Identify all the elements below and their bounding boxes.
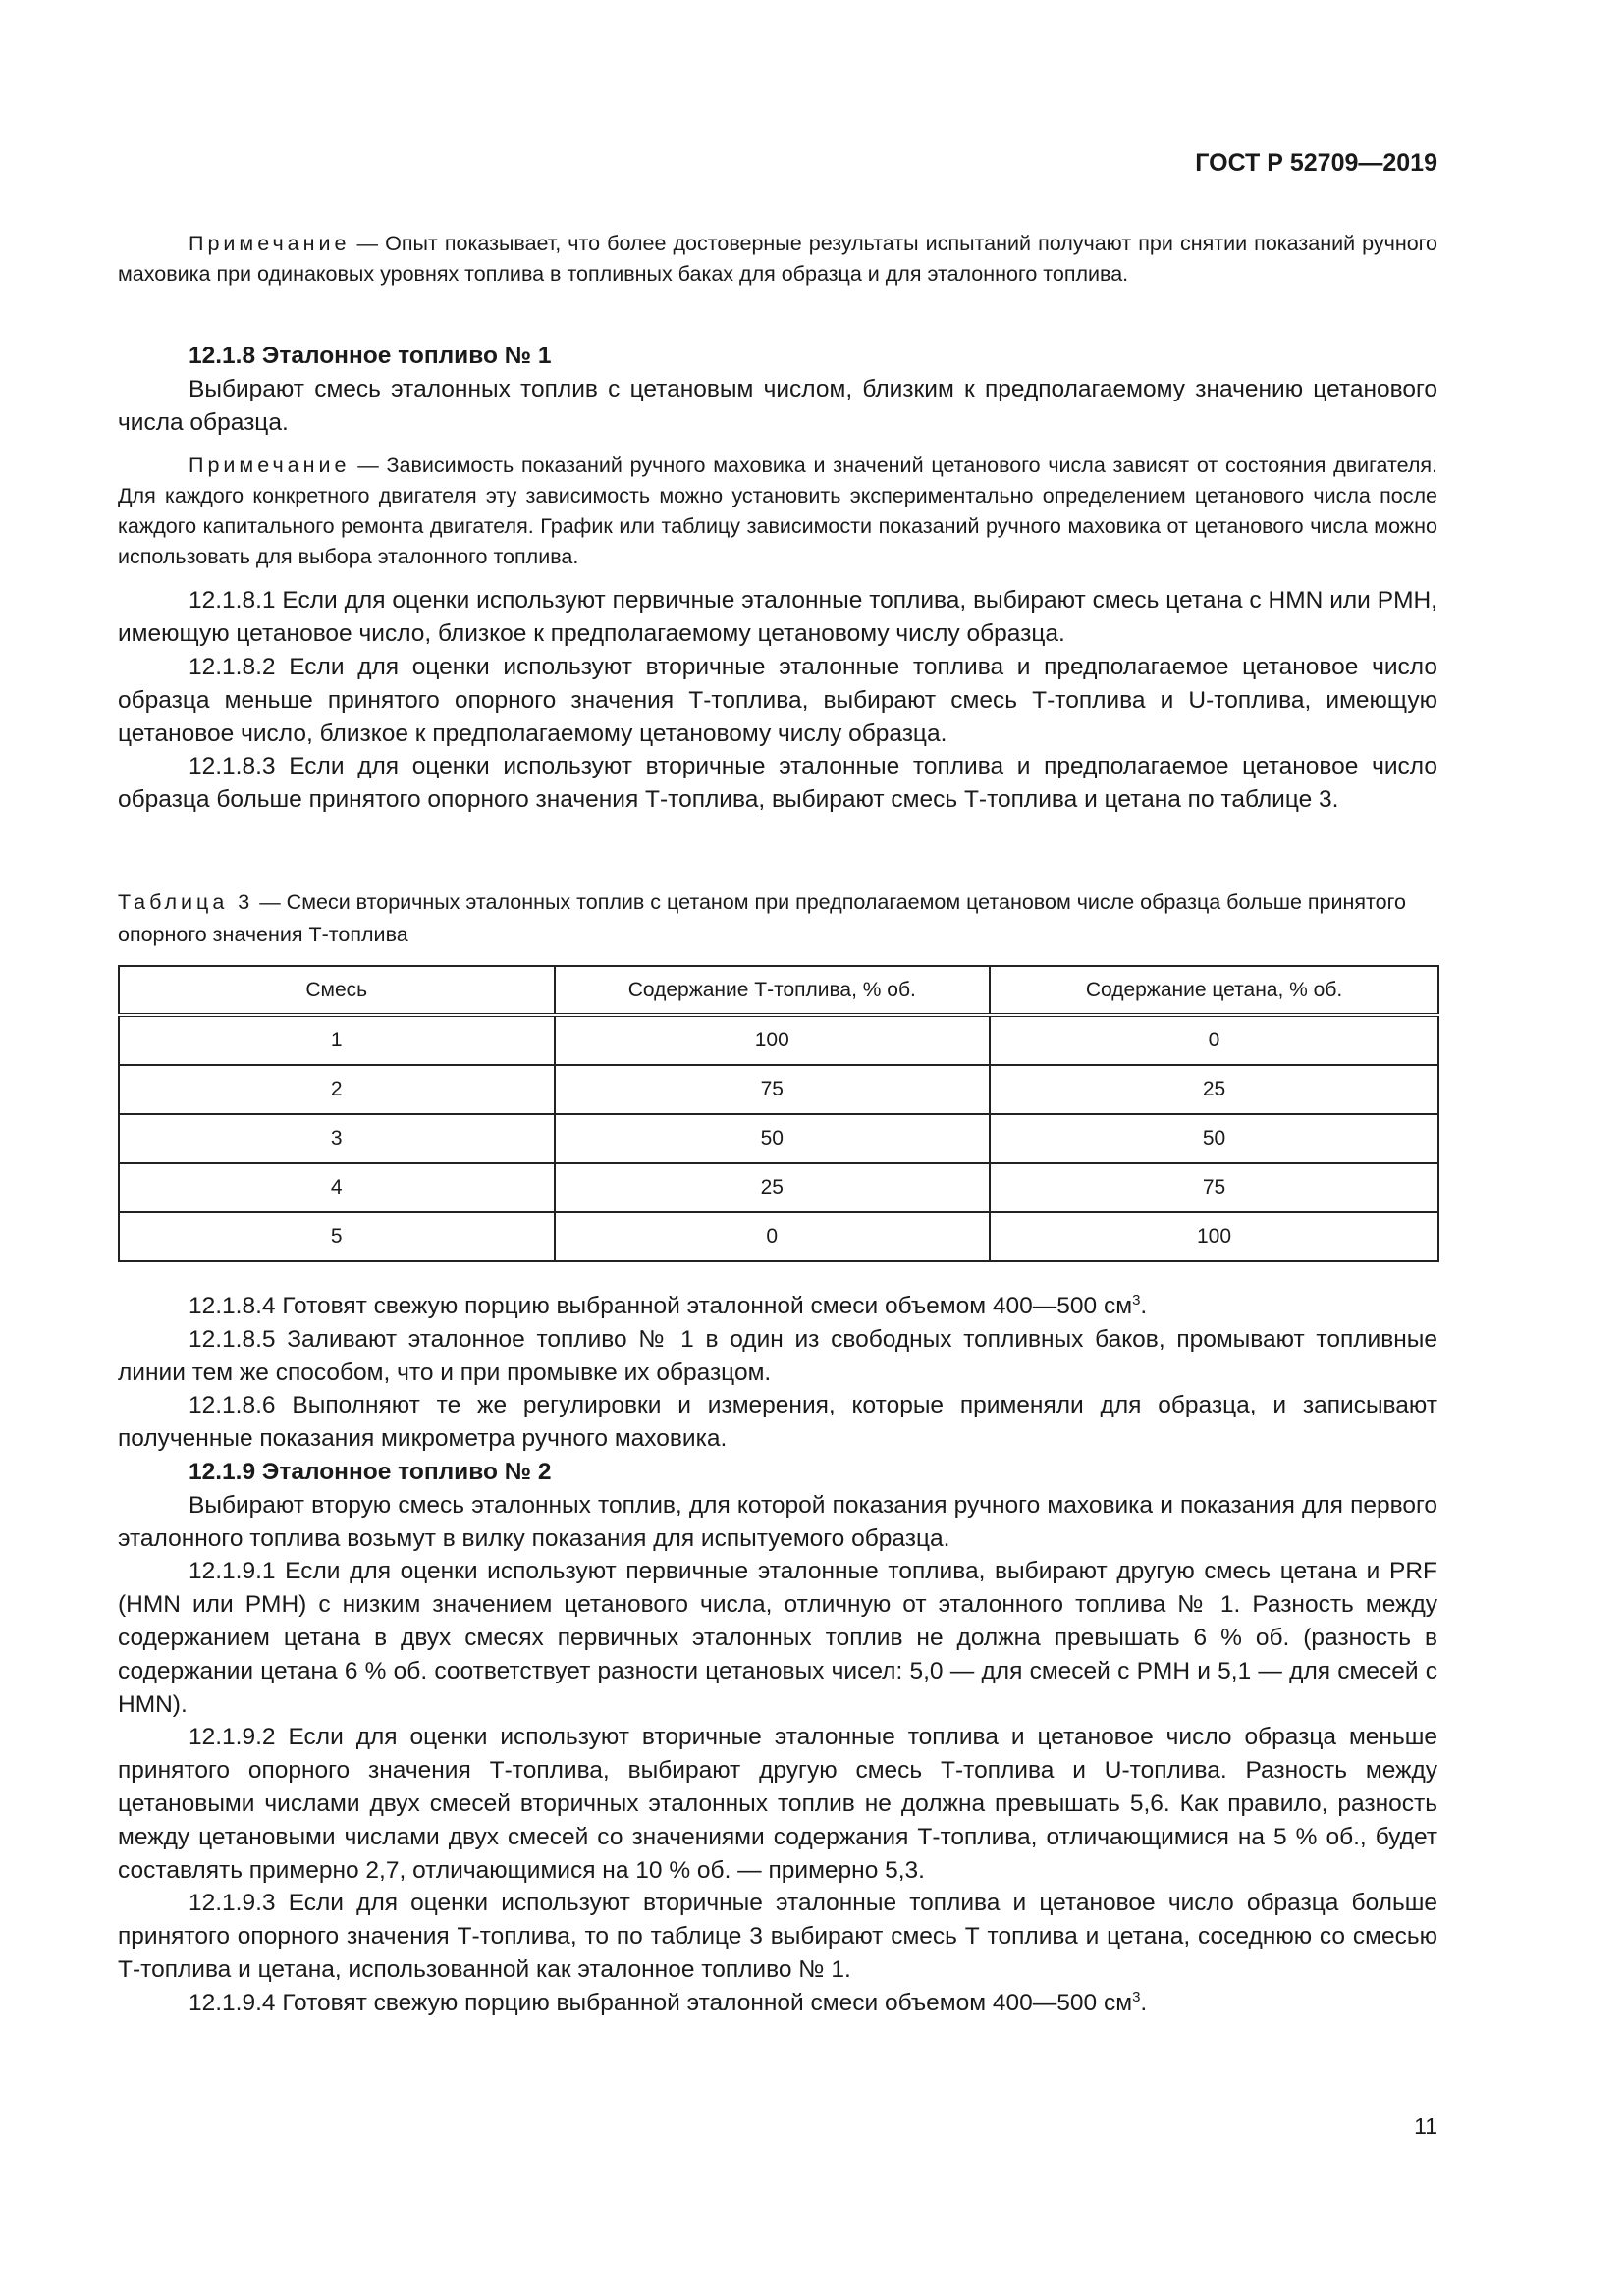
cell: 0: [555, 1212, 991, 1261]
paragraph: [118, 1987, 1437, 2020]
paragraph: 12.1.8.5 Заливают эталонное топливо № 1 в один из свободных топливных баков, промывают топливные линии тем же способом, что и при промывке их образцом.: [118, 1325, 1437, 1386]
cell: 75: [990, 1163, 1438, 1212]
note-text: — Опыт показывает, что более достоверные результаты испытаний получают при снятии показаний ручного маховика при одинаковых уровнях топлива в топливных баках для образца и для эталонного топлива.: [118, 232, 1437, 286]
note-label: Примечание: [189, 232, 351, 255]
section-heading: 12.1.9 Эталонное топливо № 2: [189, 1458, 552, 1485]
paragraph: 12.1.8.3 Если для оценки используют вторичные эталонные топлива и предполагаемое цетановое число образца больше принятого опорного значения Т-топлива, выбирают смесь Т-топлива и цетана по таблице 3.: [118, 753, 1437, 814]
mix-table: [118, 965, 1439, 1262]
paragraph: 12.1.8.1 Если для оценки используют первичные эталонные топлива, выбирают смесь цетана с HMN или PMH, имеющую цетановое число, близкое к предполагаемому цетановому числу образца.: [118, 587, 1437, 648]
paragraph-end: .: [1140, 1293, 1148, 1319]
superscript: 3: [1132, 1291, 1141, 1308]
cell: 25: [555, 1163, 991, 1212]
cell: 100: [990, 1212, 1438, 1261]
paragraph: Выбирают вторую смесь эталонных топлив, для которой показания ручного маховика и показания для первого эталонного топлива возьмут в вилку показания для испытуемого образца.: [118, 1491, 1437, 1552]
column-header: Содержание цетана, % об.: [990, 966, 1438, 1015]
cell: 25: [990, 1065, 1438, 1114]
cell: 50: [990, 1114, 1438, 1163]
table-row: [119, 1065, 1438, 1114]
cell: 2: [119, 1065, 555, 1114]
table-header-row: [119, 966, 1438, 1015]
table-row: [119, 1212, 1438, 1261]
document-header: ГОСТ Р 52709—2019: [1195, 149, 1437, 177]
paragraph: 12.1.8.2 Если для оценки используют вторичные эталонные топлива и предполагаемое цетановое число образца меньше принятого опорного значения Т-топлива, выбирают смесь Т-топлива и U-топлива, имеющую цетановое число, близкое к предполагаемому цетановому числу образца.: [118, 653, 1437, 747]
column-header: Смесь: [119, 966, 555, 1015]
cell: 1: [119, 1015, 555, 1065]
table-row: [119, 1163, 1438, 1212]
cell: 4: [119, 1163, 555, 1212]
paragraph: [118, 1290, 1437, 1323]
cell: 3: [119, 1114, 555, 1163]
section-12-1-8-cont: [118, 1290, 1437, 2020]
note-text: — Зависимость показаний ручного маховика и значений цетанового числа зависят от состояния двигателя. Для каждого конкретного двигателя эту зависимость можно установить экспериментально определением цетанового числа после каждого капитального ремонта двигателя. График или таблицу зависимости показаний ручного маховика от цетанового числа можно использовать для выбора эталонного топлива.: [118, 454, 1437, 569]
note-label: Примечание: [189, 454, 351, 478]
paragraph: Выбирают смесь эталонных топлив с цетановым числом, близким к предполагаемому значению цетанового числа образца.: [118, 375, 1437, 436]
paragraph: 12.1.8.6 Выполняют те же регулировки и измерения, которые применяли для образца, и записывают полученные показания микрометра ручного маховика.: [118, 1392, 1437, 1453]
cell: 75: [555, 1065, 991, 1114]
section-12-1-8: [118, 340, 1437, 817]
table-caption: — Смеси вторичных эталонных топлив с цетаном при предполагаемом цетановом числе образца больше принятого опорного значения Т-топлива: [118, 890, 1406, 946]
superscript: 3: [1132, 1988, 1141, 2005]
paragraph: 12.1.9.2 Если для оценки используют вторичные эталонные топлива и цетановое число образца меньше принятого опорного значения Т-топлива, выбирают другую смесь Т-топлива и U-топлива. Разность между цетановыми числами двух смесей вторичных эталонных топлив не должна превышать 5,6. Как правило, разность между цетановыми числами двух смесей со значениями содержания Т-топлива, отличающимися на 5 % об., будет составлять примерно 2,7, отличающимися на 10 % об. — примерно 5,3.: [118, 1724, 1437, 1884]
note-1: [118, 229, 1437, 290]
column-header: Содержание Т-топлива, % об.: [555, 966, 991, 1015]
cell: 100: [555, 1015, 991, 1065]
section-heading: 12.1.8 Эталонное топливо № 1: [189, 343, 552, 369]
paragraph: 12.1.9.3 Если для оценки используют вторичные эталонные топлива и цетановое число образца больше принятого опорного значения Т-топлива, то по таблице 3 выбирают смесь Т топлива и цетана, соседнюю со смесью Т-топлива и цетана, использованной как эталонное топливо № 1.: [118, 1890, 1437, 1983]
cell: 0: [990, 1015, 1438, 1065]
cell: 50: [555, 1114, 991, 1163]
paragraph: 12.1.9.1 Если для оценки используют первичные эталонные топлива, выбирают другую смесь цетана и PRF (HMN или PMH) с низким значением цетанового числа, отличную от эталонного топлива № 1. Разность между содержанием цетана в двух смесях первичных эталонных топлив не должна превышать 6 % об. (разность в содержании цетана 6 % об. соответствует разности цетановых чисел: 5,0 — для смесей с PMH и 5,1 — для смесей с HMN).: [118, 1558, 1437, 1718]
page-number: 11: [1414, 2113, 1437, 2139]
cell: 5: [119, 1212, 555, 1261]
paragraph-text: 12.1.9.4 Готовят свежую порцию выбранной эталонной смеси объемом 400—500 см: [189, 1989, 1133, 2016]
paragraph-text: 12.1.8.4 Готовят свежую порцию выбранной эталонной смеси объемом 400—500 см: [189, 1293, 1133, 1319]
paragraph-end: .: [1140, 1989, 1148, 2016]
table-row: [119, 1114, 1438, 1163]
table-row: [119, 1015, 1438, 1065]
table-3: [118, 886, 1437, 1262]
table-caption-label: Таблица 3: [118, 890, 254, 914]
